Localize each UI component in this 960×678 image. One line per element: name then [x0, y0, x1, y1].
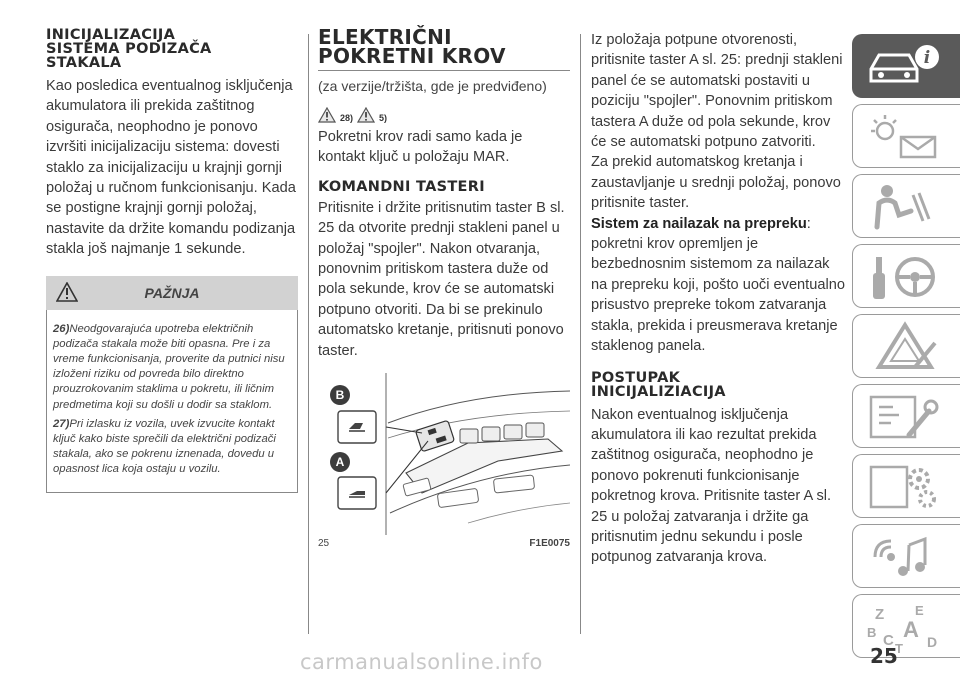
- paragraph-obstacle: pokretni krov opremljen je bezbednosnim sistemom za nailazak na prepreku koji, pošto uoči eventualno prisustvo prepreke tokom zatvaranja stakla, prekida i preusmerava kretanje staklenog panela.: [591, 236, 845, 355]
- version-note: (za verzije/tržišta, gde je predviđeno): [318, 78, 547, 94]
- paragraph-button-a: Iz položaja potpune otvorenosti, pritisnite taster A sl. 25: prednji stakleni panel će se automatski postaviti u poziciju "spojler". Ponovnim pritiskom tastera A duže od pola sekunde, krov će se automatski potpuno zatvoriti.: [591, 32, 843, 151]
- heading-line: POKRETNI KROV: [318, 44, 506, 68]
- tab-warning-lights[interactable]: [852, 104, 960, 168]
- svg-text:i: i: [923, 48, 931, 68]
- index-letter: T: [895, 641, 903, 653]
- warning-title: PAŽNJA: [144, 284, 200, 301]
- figure-label-a: A: [335, 455, 345, 470]
- warning-references: [318, 101, 570, 123]
- figure-caption: [318, 535, 570, 549]
- tab-maintenance[interactable]: [852, 384, 960, 448]
- specs-gears-icon: [865, 461, 945, 513]
- tab-specifications[interactable]: [852, 454, 960, 518]
- section-heading-window-init: [46, 28, 298, 70]
- tab-safety[interactable]: [852, 174, 960, 238]
- index-letter: Z: [875, 606, 885, 623]
- caution-triangle-icon: [357, 107, 375, 123]
- index-letter: C: [883, 632, 894, 649]
- column-divider: [580, 34, 581, 634]
- index-letter: B: [867, 625, 877, 640]
- figure-label-b: B: [335, 388, 345, 403]
- paragraph-stop: Za prekid automatskog kretanja i zaustavljanje u srednji položaj, ponovo pritisnite taster.: [591, 154, 841, 212]
- airbag-safety-icon: [865, 181, 945, 233]
- sunroof-controls-illustration: [318, 373, 570, 535]
- warning-text: Pri izlasku iz vozila, uvek izvucite kontakt ključ kako biste sprečili da električni podizači stakala, ako se pokrenu iznenada, dovedu u opasnost lica koja ostaju u vozilu.: [53, 417, 276, 476]
- multimedia-icon: [865, 531, 945, 583]
- heading-line: INICIJALIZIACIJA: [591, 383, 726, 400]
- danger-triangle-icon: [318, 107, 336, 123]
- warning-text: Neodgovarajuća upotreba električnih podizača stakala može biti opasna. Pre i za vreme funkcionisanja, proverite da putnici nisu izloženi riziku od povreda bilo direktno prouzrokovanim staklima u pokretu, ili ličnim predmetima koji su došli u dodir sa staklom.: [53, 322, 285, 411]
- warning-lights-icon: [865, 111, 945, 163]
- tab-emergency[interactable]: [852, 314, 960, 378]
- heading-line: POSTUPAK: [591, 369, 681, 386]
- figure-25: [318, 373, 570, 549]
- section-heading-init-procedure: [591, 371, 846, 399]
- column-middle: [318, 25, 570, 550]
- car-info-icon: [865, 41, 945, 93]
- breakdown-triangle-icon: [865, 321, 945, 373]
- subheading-buttons: KOMANDNI TASTERI: [318, 178, 485, 195]
- index-letter: D: [927, 634, 938, 650]
- paragraph-sunroof-key: Pokretni krov radi samo kada je kontakt ključ u položaju MAR.: [318, 129, 523, 166]
- paragraph-window-init: Kao posledica eventualnog isključenja akumulatora ili prekida zaštitnog osigurača, neophodno je ponovo izvršiti inicijalizaciju sistema: dovesti staklo za inicijalizaciju u krajnji gornji položaj u ručnom funkcionisanju. Kada se postigne krajnji gornji položaj, nastavite da držite komandu podizanja stakla još najmanje 1 sekunde.: [46, 78, 296, 258]
- page-number: 25: [870, 644, 898, 668]
- warning-ref: 26): [53, 322, 70, 335]
- figure-code: F1E0075: [529, 538, 570, 550]
- obstacle-label-line: [591, 214, 846, 234]
- tab-multimedia[interactable]: [852, 524, 960, 588]
- heading-line: INICIJALIZACIJA: [46, 27, 176, 43]
- paragraph-init-procedure: Nakon eventualnog isključenja akumulatora ili kao rezultat prekida zaštitnog osigurača, neophodno je ponovo pokrenuti funkcionisanje pokretnog krova. Pritisnite taster A sl. 25 u položaj zatvaranja i držite ga pritisnutim jednu sekundu i posle potpunog zatvaranja krova.: [591, 406, 832, 566]
- section-heading-sunroof: [318, 25, 570, 71]
- maintenance-wrench-icon: [865, 391, 945, 443]
- paragraph-button-b: Pritisnite i držite pritisnutim taster B sl. 25 da otvorite prednji stakleni panel u položaj "spojler". Nakon otvaranja, ponovnim pritiskom tastera duže od pola sekunde, krov će se automatski potpuno otvoriti. Da bi se prekinulo automatsko kretanje, pritisnuti ponovo taster.: [318, 199, 565, 359]
- tab-alphabetical-index[interactable]: [852, 594, 960, 658]
- warning-box: [46, 276, 298, 493]
- obstacle-label: Sistem za nailazak na prepreku: [591, 215, 807, 232]
- index-letter: A: [903, 617, 919, 642]
- heading-line: SISTEMA PODIZAČA: [46, 41, 212, 57]
- warning-ref-5: 5): [379, 113, 388, 123]
- warning-item: [53, 417, 291, 478]
- warning-body: [46, 310, 298, 493]
- figure-number: 25: [318, 538, 330, 550]
- warning-ref-28: 28): [340, 113, 354, 123]
- figure-image: [318, 373, 570, 535]
- obstacle-colon: :: [806, 215, 811, 232]
- column-divider: [308, 34, 309, 634]
- tab-car-info[interactable]: [852, 34, 960, 98]
- heading-line: STAKALA: [46, 55, 122, 71]
- key-steering-icon: [865, 251, 945, 303]
- column-right: [591, 30, 846, 568]
- column-left: [46, 28, 298, 493]
- index-letter: E: [915, 603, 924, 618]
- warning-item: [53, 322, 291, 413]
- tab-starting-driving[interactable]: [852, 244, 960, 308]
- warning-header: [46, 276, 298, 310]
- watermark: carmanualsonline.info: [300, 650, 543, 674]
- heading-line: ELEKTRIČNI: [318, 25, 452, 49]
- warning-ref: 27): [53, 417, 70, 430]
